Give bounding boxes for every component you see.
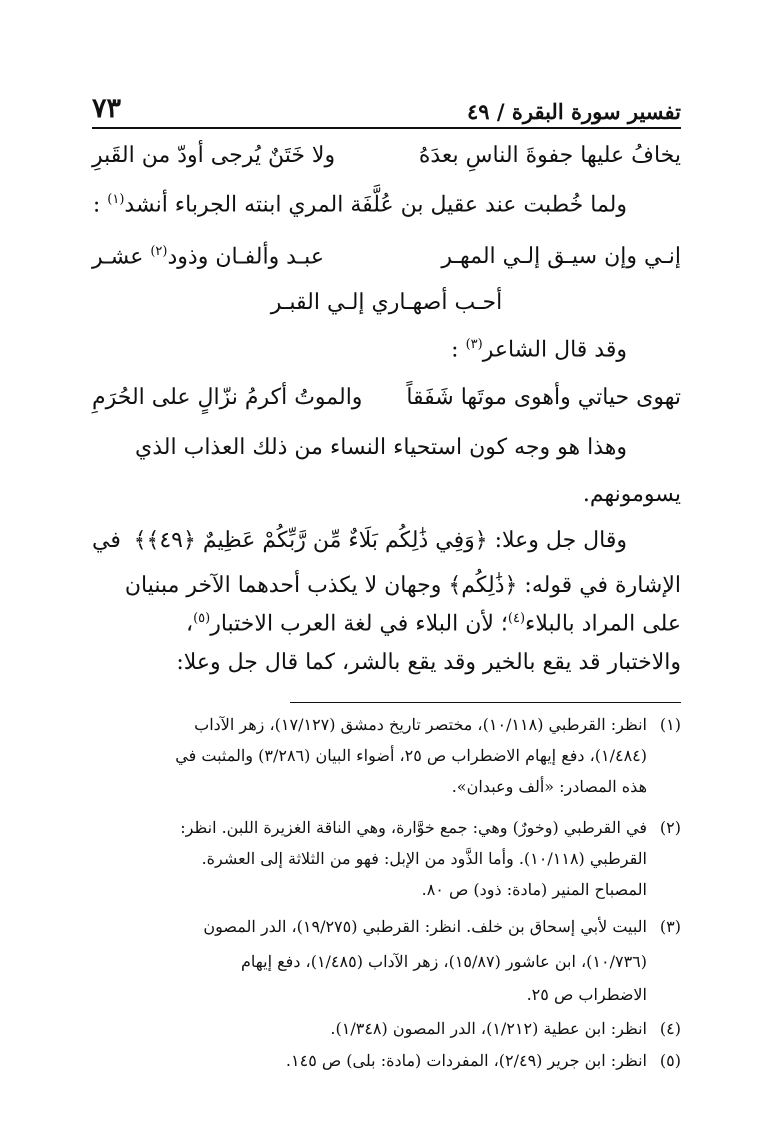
verse-first-hemistich: تهوى حياتي وأهوى موتَها شَفَقاً	[406, 385, 681, 410]
footnote-line	[92, 880, 681, 899]
footnote-text: هذه المصادر: «ألف وعبدان».	[451, 777, 647, 796]
footnote-number: (١)	[659, 715, 681, 734]
footnote-marker: (٤)	[507, 611, 526, 626]
body-text: الإشارة في قوله: ﴿ذَٰلِكُم﴾ وجهان لا يكذب أحدهما الآخر مبنيان	[124, 573, 681, 598]
verse-first-hemistich: إنـي وإن سيـق إلـي المهـر	[441, 244, 681, 269]
body-line	[92, 528, 681, 553]
body-line	[92, 435, 681, 460]
footnote-line	[92, 715, 681, 734]
footnote-number: (٣)	[659, 917, 681, 936]
poem-verse-line	[92, 290, 681, 315]
body-line	[92, 650, 681, 675]
footnote-text: انظر: ابن عطية (١/٢١٢)، الدر المصون (١/٣٤٨).	[330, 1019, 647, 1038]
footnote-line	[92, 985, 681, 1004]
body-text: :	[451, 337, 459, 363]
header-rule	[92, 127, 681, 129]
footnote-line	[92, 777, 681, 796]
body-text: ؛ لأن البلاء في لغة العرب الاختبار	[210, 611, 508, 637]
body-text: عبـد وألفـان وذود	[167, 244, 324, 270]
footnote-text: انظر: ابن جرير (٢/٤٩)، المفردات (مادة: بلى) ص ١٤٥.	[285, 1051, 647, 1070]
footnote-text: المصباح المنير (مادة: ذود) ص ٨٠.	[421, 880, 647, 899]
poem-verse	[92, 244, 681, 269]
body-line	[92, 337, 681, 362]
verse-second-hemistich: والموتُ أكرمُ نزّالٍ على الحُرَمِ	[92, 385, 363, 410]
footnote-marker: (٥)	[193, 611, 211, 626]
body-text: يسومونهم.	[582, 482, 681, 507]
body-text: وقد قال الشاعر	[482, 337, 627, 363]
body-text: ،	[185, 611, 194, 637]
verse-second-hemistich	[92, 244, 324, 269]
footnote-text: (١٠/٧٣٦)، ابن عاشور (١٥/٨٧)، زهر الآداب (١/٤٨٥)، دفع إيهام	[241, 952, 647, 971]
body-text: عشـر	[92, 244, 144, 270]
footnote-line	[92, 818, 681, 837]
footnote-marker: (٣)	[465, 337, 483, 352]
body-text: والاختبار قد يقع بالخير وقد يقع بالشر، كما قال جل وعلا:	[176, 650, 681, 675]
page-header	[92, 80, 681, 124]
footnote-line	[92, 1051, 681, 1070]
footnote-marker: (١)	[107, 192, 125, 207]
footnote-text: (١/٤٨٤)، دفع إيهام الاضطراب ص ٢٥، أضواء البيان (٣/٢٨٦) والمثبت في	[175, 746, 647, 765]
quran-quote: وقال جل وعلا: ﴿وَفِي ذَٰلِكُم بَلَاءٌ مِّن رَّبِّكُمْ عَظِيمٌ ﴿٤٩﴾﴾	[133, 528, 627, 553]
poem-verse	[92, 143, 681, 168]
footnote-line	[92, 746, 681, 765]
body-line	[92, 192, 681, 217]
footnote-line	[92, 1019, 681, 1038]
verse-second-hemistich: ولا خَتَنٌ يُرجى أودّ من القَبرِ	[92, 143, 336, 168]
verse-first-hemistich: يخافُ عليها جفوةَ الناسِ بعدَهُ	[418, 143, 681, 168]
body-text: على المراد بالبلاء	[525, 611, 681, 637]
running-title: تفسير سورة البقرة / ٤٩	[467, 99, 681, 124]
body-text: وهذا هو وجه كون استحياء النساء من ذلك العذاب الذي	[135, 435, 627, 460]
body-text: :	[92, 192, 101, 218]
body-line	[92, 482, 681, 507]
page-number: ٧٣	[92, 93, 122, 124]
footnote-line	[92, 917, 681, 936]
body-line	[92, 573, 681, 598]
body-text: أحـب أصهـاري إلـي القبـر	[270, 290, 503, 315]
body-text: في	[92, 528, 121, 553]
footnote-line	[92, 952, 681, 971]
footnote-text: في القرطبي (وخورٌ) وهي: جمع خوَّارة، وهي الناقة الغزيرة اللبن. انظر:	[180, 818, 647, 837]
footnote-text: الاضطراب ص ٢٥.	[526, 985, 647, 1004]
footnote-text: البيت لأبي إسحاق بن خلف. انظر: القرطبي (١٩/٢٧٥)، الدر المصون	[203, 917, 647, 936]
footnote-number: (٤)	[659, 1019, 681, 1038]
footnote-number: (٥)	[659, 1051, 681, 1070]
poem-verse	[92, 385, 681, 410]
footnote-number: (٢)	[659, 818, 681, 837]
body-text: ولما خُطبت عند عقيل بن عُلَّفَة المري ابنته الجرباء أنشد	[124, 192, 627, 218]
footnote-line	[92, 849, 681, 868]
footnote-text: القرطبي (١٠/١١٨). وأما الذَّود من الإبل: فهو من الثلاثة إلى العشرة.	[201, 849, 647, 868]
footnote-marker: (٢)	[150, 244, 168, 259]
footnote-text: انظر: القرطبي (١٠/١١٨)، مختصر تاريخ دمشق (١٧/١٢٧)، زهر الآداب	[194, 715, 647, 734]
body-line	[92, 611, 681, 636]
footnote-separator	[290, 702, 681, 703]
